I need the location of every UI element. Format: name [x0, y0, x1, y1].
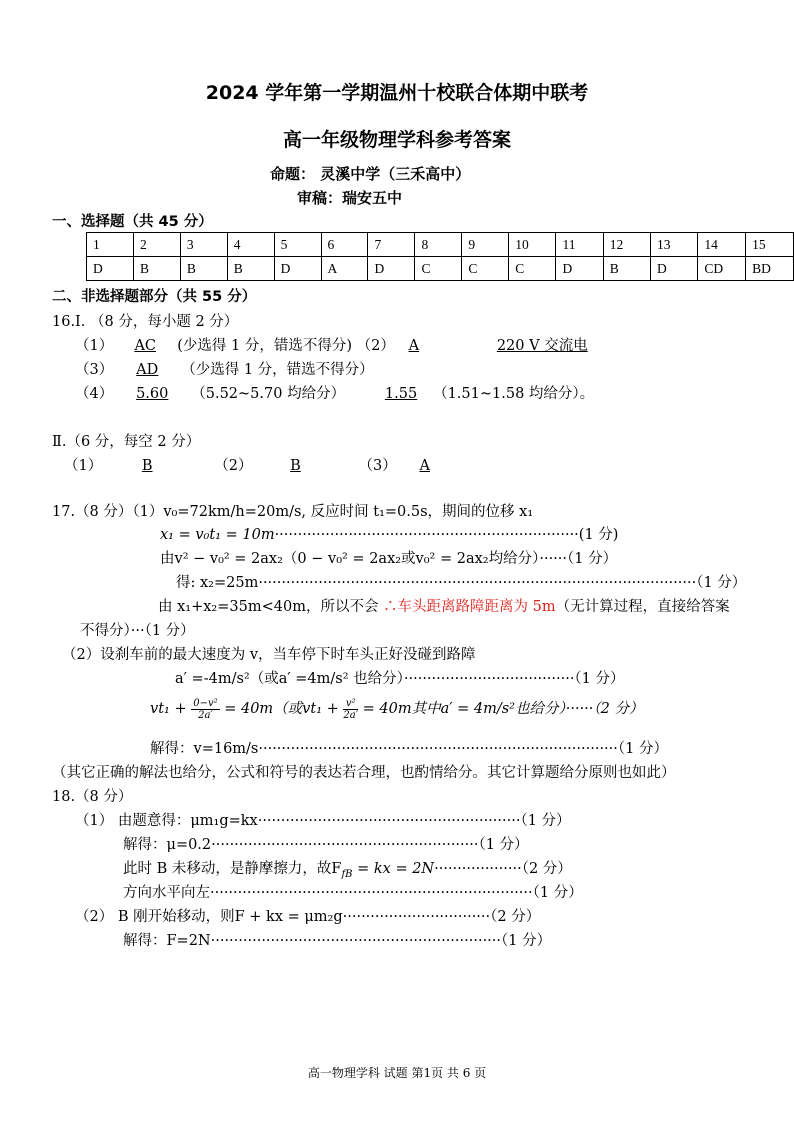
table-cell: 9 — [462, 233, 509, 257]
q18-line4 — [123, 881, 583, 902]
table-cell: B — [133, 257, 180, 281]
q17-formula-x1: x₁ = v₀t₁ = 10m — [160, 527, 275, 543]
table-cell: 4 — [227, 233, 274, 257]
q16-part4-label: （4） — [75, 386, 114, 402]
table-cell: CD — [698, 257, 746, 281]
q16-ii-answer-2: B — [290, 458, 301, 474]
table-row-numbers — [87, 233, 794, 257]
table-cell: C — [462, 257, 509, 281]
q17-result-x2: 得: x₂=25m — [176, 575, 259, 591]
page-title: 2024 学年第一学期温州十校联合体期中联考 — [205, 82, 589, 104]
q18-line2 — [123, 833, 529, 854]
table-cell: D — [651, 257, 698, 281]
q17-fraction-1: $\frac{\text{0−v²}}{2a'}$ — [193, 697, 218, 721]
reviewer-line: 审稿：瑞安五中 — [297, 189, 403, 207]
q18-line6 — [123, 929, 551, 950]
q17-conclusion: 由 x₁+x₂=35m<40m，所以不会 — [158, 599, 379, 615]
q18-eq-2: （2） B 刚开始移动，则F + kx = μm₂g — [75, 909, 343, 925]
table-cell: 6 — [321, 233, 368, 257]
q17-eq-part-b: = 40m（或vt₁ + — [224, 701, 339, 717]
q16-ii-answer-1: B — [141, 458, 153, 474]
q16-part1-label: （1） — [75, 338, 114, 354]
q16-note-1: (少选得 1 分，错选不得分) （2） — [177, 338, 395, 354]
table-cell: 5 — [274, 233, 321, 257]
q16-note-4b: （1.51~1.58 均给分）。 — [433, 386, 595, 402]
q17-score-4: ··············································································（1 分） — [258, 741, 668, 757]
q16-line1 — [75, 334, 588, 355]
q18-result-f: 解得：F=2N — [123, 933, 211, 949]
q18-subscript: fB — [341, 868, 353, 880]
table-cell: 1 — [87, 233, 134, 257]
q16-answer-4b: 1.55 — [384, 386, 418, 402]
q17-line8 — [175, 667, 625, 688]
q16-ii-heading: Ⅱ.（6 分，每空 2 分） — [52, 434, 201, 450]
table-cell: B — [227, 257, 274, 281]
q17-score-1: ··································································(1 分) — [274, 527, 619, 543]
q16-note-4a: （5.52~5.70 均给分） — [191, 386, 346, 402]
table-cell: 13 — [651, 233, 698, 257]
q16-note-3: （少选得 1 分，错选不得分） — [181, 362, 374, 378]
q18-line5 — [75, 905, 540, 926]
q18-score-3: ···················（2 分） — [434, 861, 572, 877]
table-cell: D — [368, 257, 415, 281]
q17-line1: 17.（8 分）（1）v₀=72km/h=20m/s, 反应时间 t₁=0.5s，期间的位移 x₁ — [52, 504, 534, 520]
q17-line4 — [176, 571, 746, 592]
q17-line9 — [150, 697, 643, 721]
q17-line5 — [158, 595, 730, 616]
table-cell: 2 — [133, 233, 180, 257]
q18-eq-1: （1） 由题意得：μm₁g=kx — [75, 813, 258, 829]
q17-result-v: 解得：v=16m/s — [150, 741, 259, 757]
q16-answer-2: A — [408, 338, 420, 354]
table-cell: 8 — [415, 233, 462, 257]
section-choice-heading: 一、选择题（共 45 分） — [52, 214, 213, 230]
page-footer: 高一物理学科 试题 第1页 共 6 页 — [307, 1066, 487, 1080]
table-cell: B — [180, 257, 227, 281]
section-nonchoice-heading: 二、非选择题部分（共 55 分） — [52, 289, 257, 305]
q17-fraction-2: $\frac{\text{v²}}{2a'}$ — [343, 697, 358, 721]
table-cell: D — [274, 257, 321, 281]
q16-ii-3-label: （3） — [358, 458, 397, 474]
table-cell: 7 — [368, 233, 415, 257]
q18-result-mu: 解得：μ=0.2 — [123, 837, 212, 853]
q16-line2 — [75, 358, 374, 379]
q18-line3 — [123, 857, 572, 880]
q16-part3-label: （3） — [75, 362, 114, 378]
q17-accel: a′ =-4m/s²（或a′ =4m/s² 也给分） — [175, 671, 404, 687]
q18-score-4: ······································································（1 分） — [210, 885, 583, 901]
q17-eq-part-c: = 40m其中a′ = 4m/s²也给分）······（2 分） — [362, 701, 644, 717]
q16-ii-answer-3: A — [419, 458, 430, 474]
q18-score-6: ·······························································（1 分） — [210, 933, 552, 949]
q17-eq-part-a: vt₁ + — [150, 701, 187, 717]
q18-score-5: ································（2 分） — [342, 909, 541, 925]
q17-highlight: ∴车头距离路障距离为 5m — [383, 599, 556, 615]
q16-answer-1: AC — [134, 338, 157, 354]
q17-line6: 不得分）···（1 分） — [80, 623, 195, 639]
table-cell: 15 — [746, 233, 794, 257]
table-cell: 10 — [509, 233, 556, 257]
table-cell: B — [603, 257, 650, 281]
q18-force-eq: = kx = 2N — [352, 861, 435, 877]
table-cell: A — [321, 257, 368, 281]
table-cell: 14 — [698, 233, 746, 257]
q16-answer-4a: 5.60 — [136, 386, 169, 402]
q16-answer-2b: 220 V 交流电 — [496, 338, 588, 354]
q17-score-3: ·····································（1 分） — [403, 671, 625, 687]
table-cell: BD — [746, 257, 794, 281]
q16-ii-1-label: （1） — [64, 458, 103, 474]
q17-score-2: ·······························································································（1 分） — [258, 575, 747, 591]
q16-answer-3: AD — [136, 362, 159, 378]
table-cell: C — [415, 257, 462, 281]
q16-ii-answers — [64, 454, 453, 475]
q16-ii-2-label: （2） — [214, 458, 253, 474]
q17-general-note: （其它正确的解法也给分，公式和符号的表达若合理，也酌情给分。其它计算题给分原则也如此） — [52, 765, 676, 781]
q17-line7: （2）设刹车前的最大速度为 v，当车停下时车头正好没碰到路障 — [62, 647, 476, 663]
page-subtitle: 高一年级物理学科参考答案 — [282, 129, 511, 151]
q18-score-2: ··························································（1 分） — [211, 837, 529, 853]
table-cell: D — [87, 257, 134, 281]
q17-line10 — [150, 737, 668, 758]
q18-direction: 方向水平向左 — [123, 885, 210, 901]
author-line: 命题： 灵溪中学（三禾高中） — [270, 165, 471, 183]
table-cell: 11 — [556, 233, 603, 257]
table-cell: D — [556, 257, 603, 281]
q16-line3 — [75, 382, 594, 403]
q18-line1 — [75, 809, 571, 830]
table-row-answers — [87, 257, 794, 281]
q18-heading: 18.（8 分） — [52, 789, 133, 805]
q18-score-1: ·························································（1 分） — [257, 813, 571, 829]
table-cell: 12 — [603, 233, 650, 257]
q18-static-friction: 此时 B 未移动，是静摩擦力，故F — [123, 861, 342, 877]
q17-note: （无计算过程，直接给答案 — [555, 599, 730, 615]
table-cell: 3 — [180, 233, 227, 257]
q16-heading: 16.Ⅰ. （8 分，每小题 2 分） — [52, 314, 239, 330]
answer-table — [86, 232, 794, 281]
q17-line2 — [160, 523, 618, 544]
table-cell: C — [509, 257, 556, 281]
q17-line3: 由v² − v₀² = 2ax₂（0 − v₀² = 2ax₂或v₀² = 2ax₂均给分）······（1 分） — [160, 551, 618, 567]
